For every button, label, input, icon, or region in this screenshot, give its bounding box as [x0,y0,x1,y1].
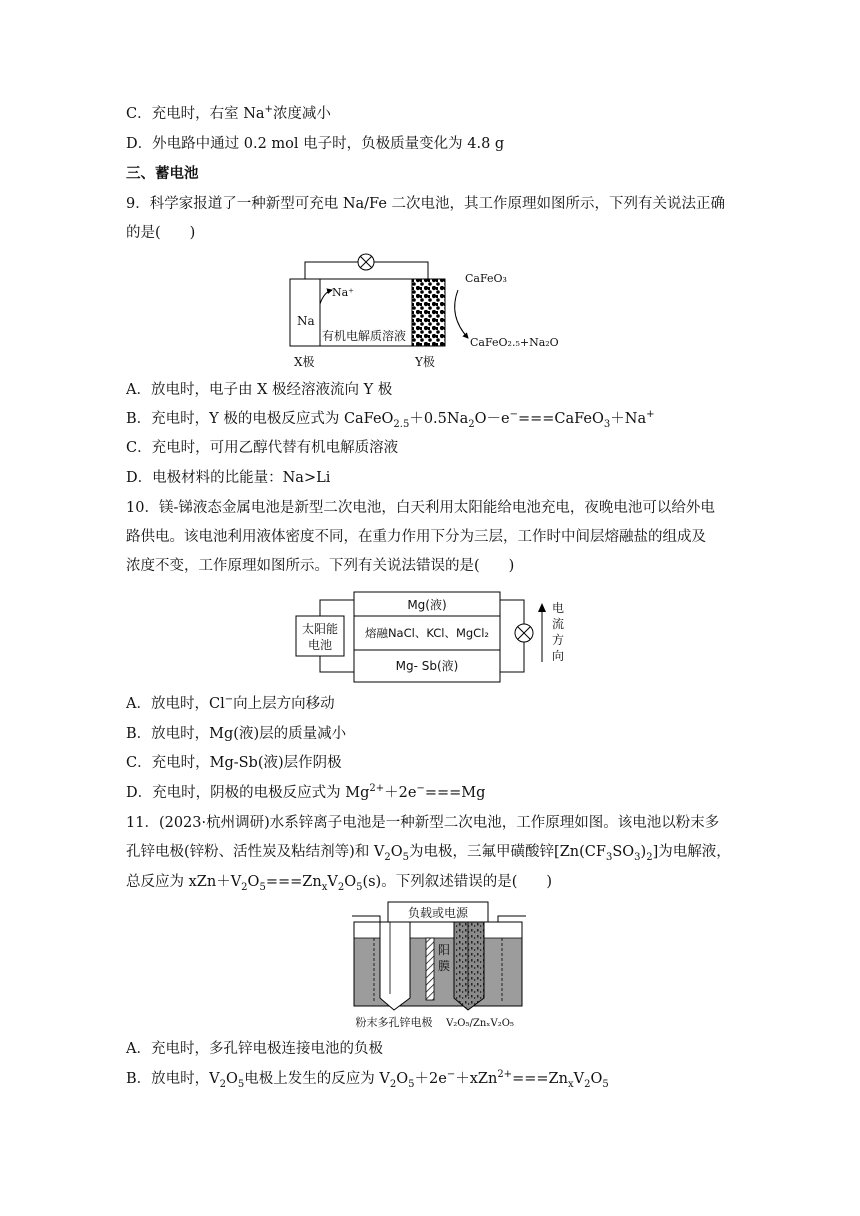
q9-option-d: D．电极材料的比能量：Na>Li [126,470,331,486]
question-10-stem: 10．镁-锑液态金属电池是新型二次电池，白天利用太阳能给电池充电，夜晚电池可以给外电 [126,500,715,516]
figure-na-fe-battery [280,246,580,376]
question-11-stem-cont2: 总反应为 $xZn+V_2O_5===Zn_xV_2O_5(s)$。下列叙述错误的是( ) [126,874,553,893]
q11-option-a: A．充电时，多孔锌电极连接电池的负极 [126,1041,383,1057]
mgsb-label: Mg- Sb(液) [395,659,459,673]
na-electrode-label: Na [297,314,315,328]
solar-label: 太阳能 [301,622,339,636]
v2o5-electrode-label: V₂O₅/ZnₓV₂O₅ [446,1018,514,1029]
option-d-line: D．外电路中通过 0.2 mol 电子时，负极质量变化为 4.8 g [126,136,505,152]
q11-option-b: B．放电时，$V_2O_5$电极上发生的反应为 $V_2O_5+2e^-+xZn^{2+}===Zn_xV_2O_5$ [126,1069,609,1090]
up-arrow-icon [538,603,546,612]
x-pole-label: X极 [294,355,315,369]
current-direction-char: 向 [551,649,565,663]
q9-option-b: B．充电时，Y 极的电极反应式为 $CaFeO_{2.5}+0.5Na_2O-e^-===CaFeO_3+Na^+$ [126,409,655,430]
section-heading: 三、蓄电池 [126,166,199,182]
question-9-stem: 9．科学家报道了一种新型可充电 Na/Fe 二次电池，其工作原理如图所示，下列有关说法正确 [126,196,726,212]
membrane-label: 膜 [437,959,451,973]
y-pole-label: Y极 [415,355,435,369]
solar-battery-label: 电池 [307,638,333,652]
figure-zinc-ion-battery [350,898,530,1034]
question-10-stem-cont2: 浓度不变，工作原理如图所示。下列有关说法错误的是( ) [126,558,515,574]
question-11-stem: 11．(2023·杭州调研)水系锌离子电池是一种新型二次电池，工作原理如图。该电池以粉末多 [126,815,720,831]
q10-option-c: C．充电时，Mg-Sb(液)层作阴极 [126,755,342,771]
q10-option-a: A．放电时，Cl−向上层方向移动 [126,694,335,712]
molten-salt-label: 熔融NaCl、KCl、MgCl₂ [364,626,490,640]
question-11-stem-cont1: 孔锌电极(锌粉、活性炭及粘结剂等)和 $V_2O_5$为电极，三氟甲磺酸锌$[Zn(CF_3SO_3)_2]$为电解液， [126,844,731,863]
product-label: CaFeO₂.₅+Na₂O [470,336,559,349]
membrane-label: 阳 [437,943,451,957]
electrolyte-label: 有机电解质溶液 [322,329,407,343]
mg-liquid-label: Mg(液) [407,598,447,612]
option-c-line: C．充电时，右室 Na+浓度减小 [126,104,331,122]
current-direction-char: 流 [551,617,565,631]
current-direction-char: 方 [551,633,565,647]
current-direction-char: 电 [551,601,565,615]
na-ion-label: Na⁺ [332,286,354,299]
zinc-electrode-label: 粉末多孔锌电极 [355,1016,433,1029]
figure-mg-sb-battery [288,586,578,688]
q10-option-d: D．充电时，阴极的电极反应式为 $Mg^{2+}+2e^-===Mg$ [126,783,486,801]
question-9-stem-cont: 的是( ) [126,225,196,241]
q9-option-c: C．充电时，可用乙醇代替有机电解质溶液 [126,440,399,456]
q9-option-a: A．放电时，电子由 X 极经溶液流向 Y 极 [126,382,393,398]
q10-option-b: B．放电时，Mg(液)层的质量减小 [126,726,347,742]
cafeo3-label: CaFeO₃ [465,272,507,285]
load-or-power-label: 负载或电源 [407,906,469,920]
question-10-stem-cont1: 路供电。该电池利用液体密度不同，在重力作用下分为三层，工作时中间层熔融盐的组成及 [126,529,706,545]
